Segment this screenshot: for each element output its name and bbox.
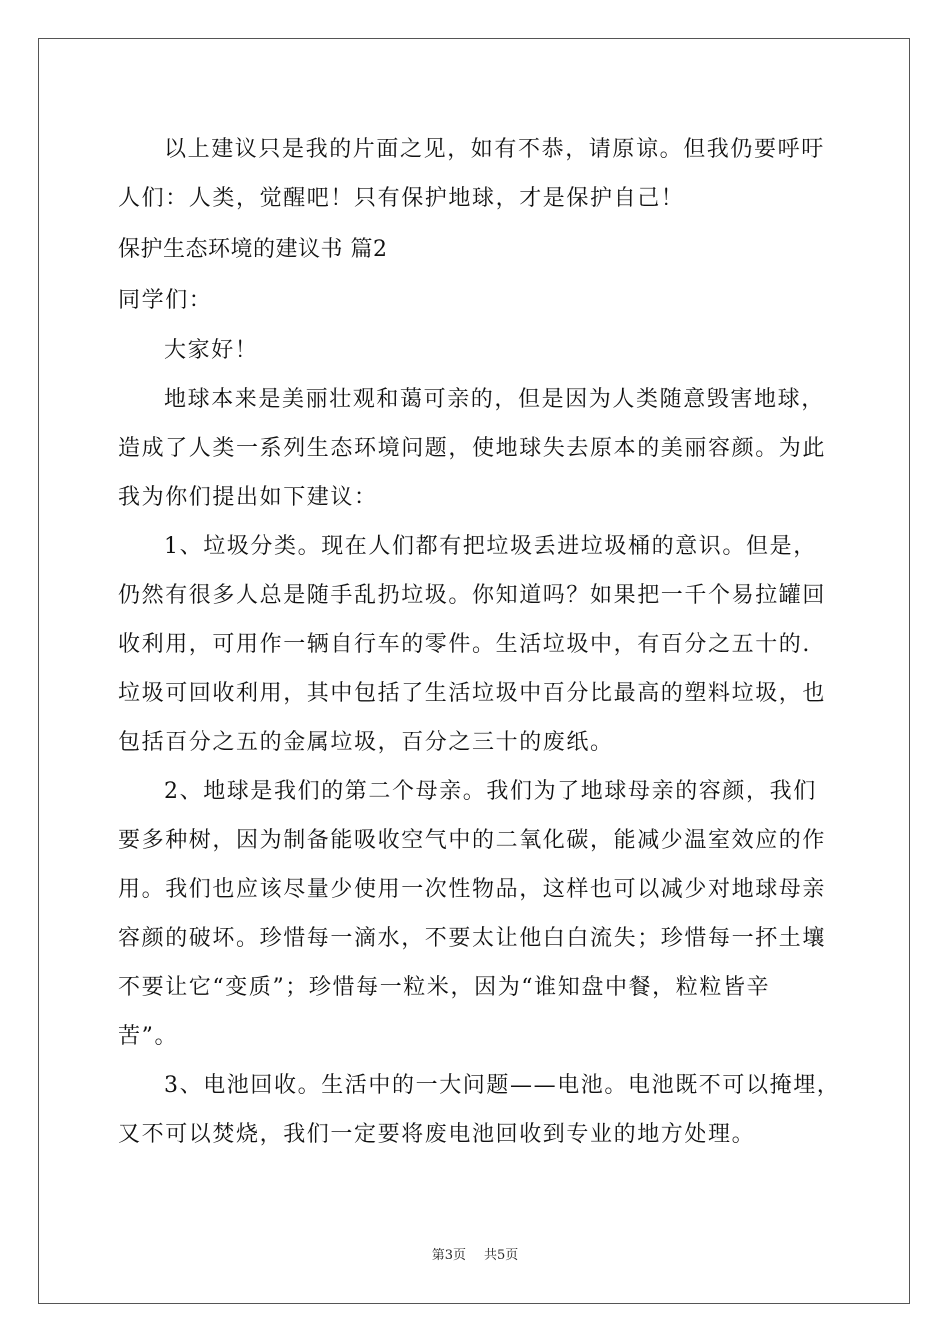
paragraph-line: 收利用，可用作一辆自行车的零件。生活垃圾中，有百分之五十的.: [118, 632, 811, 657]
paragraph-line: 造成了人类一系列生态环境问题，使地球失去原本的美丽容颜。为此: [118, 436, 827, 461]
greeting: 大家好！: [164, 338, 259, 363]
page-footer: [0, 1247, 950, 1265]
paragraph-line: 苦”。: [118, 1024, 179, 1049]
paragraph-line: 1、垃圾分类。现在人们都有把垃圾丢进垃圾桶的意识。但是，: [164, 534, 817, 559]
paragraph-line: 3、电池回收。生活中的一大问题——电池。电池既不可以掩埋，: [164, 1073, 841, 1098]
paragraph-line: 包括百分之五的金属垃圾，百分之三十的废纸。: [118, 730, 614, 755]
paragraph-line: 地球本来是美丽壮观和蔼可亲的，但是因为人类随意毁害地球，: [164, 387, 825, 412]
paragraph-line: 容颜的破坏。珍惜每一滴水，不要太让他白白流失；珍惜每一抔土壤: [118, 926, 827, 951]
paragraph-line: 2、地球是我们的第二个母亲。我们为了地球母亲的容颜，我们: [164, 779, 817, 804]
paragraph-line: 又不可以焚烧，我们一定要将废电池回收到专业的地方处理。: [118, 1122, 756, 1147]
page-border: [38, 38, 910, 1304]
salutation: 同学们：: [118, 288, 213, 313]
section-heading: 保护生态环境的建议书 篇2: [118, 237, 388, 262]
paragraph-line: 垃圾可回收利用，其中包括了生活垃圾中百分比最高的塑料垃圾，也: [118, 681, 827, 706]
paragraph-line: 要多种树，因为制备能吸收空气中的二氧化碳，能减少温室效应的作: [118, 828, 827, 853]
paragraph-line: 不要让它“变质”；珍惜每一粒米，因为“谁知盘中餐，粒粒皆辛: [118, 975, 771, 1000]
paragraph-line: 人们：人类，觉醒吧！只有保护地球，才是保护自己！: [118, 186, 685, 211]
paragraph-line: 以上建议只是我的片面之见，如有不恭，请原谅。但我仍要呼吁: [164, 137, 825, 162]
paragraph-line: 用。我们也应该尽量少使用一次性物品，这样也可以减少对地球母亲: [118, 877, 827, 902]
paragraph-line: 我为你们提出如下建议：: [118, 485, 378, 510]
page-number: 第3页: [431, 1248, 466, 1263]
page-total: 共5页: [484, 1248, 519, 1263]
paragraph-line: 仍然有很多人总是随手乱扔垃圾。你知道吗？如果把一千个易拉罐回: [118, 583, 827, 608]
